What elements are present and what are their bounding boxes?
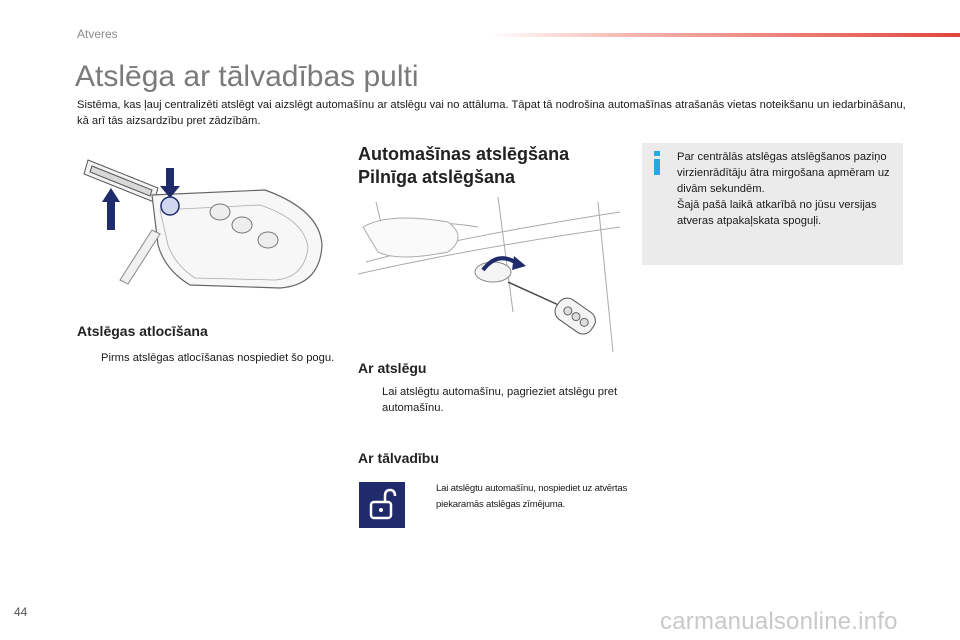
info-text (677, 149, 892, 229)
sub-heading-key: Ar atslēgu (358, 360, 427, 376)
info-box (642, 143, 903, 265)
door-handle (475, 262, 511, 282)
sub-heading-remote: Ar tālvadību (358, 450, 439, 466)
car-door-illustration (358, 192, 620, 357)
middle-bullet-2 (412, 481, 651, 513)
info-text-1: Par centrālās atslēgas atslēgšanos paziņo virzienrādītāju ātra mirgošana apmēram uz divām sekundēm. (677, 151, 890, 195)
info-icon (650, 151, 664, 175)
intro-paragraph: Sistēma, kas ļauj centralizēti atslēgt vai aizslēgt automašīnu ar atslēgu vai no attāluma. Tāpat tā nodrošina automašīnas atrašanās vietas noteikšanu un iedarbināšanu, kā arī tās aizsardzību pret zādzībām. (77, 99, 906, 127)
page-title: Atslēga ar tālvadības pulti (75, 60, 419, 93)
page-number: 44 (14, 605, 28, 619)
middle-heading-2: Pilnīga atslēgšana (358, 167, 516, 187)
watermark: carmanualsonline.info (660, 608, 898, 635)
unfold-arrow-icon (102, 188, 120, 230)
info-text-2: Šajā pašā laikā atkarībā no jūsu versijas atveras atpakaļskata spoguļi. (677, 199, 877, 227)
fold-button (161, 197, 179, 215)
left-heading: Atslēgas atlocīšana (77, 323, 208, 339)
header-rule (490, 33, 960, 37)
middle-bullet-1-text: Lai atslēgtu automašīnu, pagrieziet atslēgu pret automašīnu. (382, 386, 618, 414)
left-bullet (77, 350, 351, 366)
middle-bullet-1 (358, 384, 647, 416)
middle-heading-1: Automašīnas atslēgšana (358, 144, 570, 164)
key-fob-illustration (80, 150, 340, 300)
key-blade (84, 160, 158, 202)
key-fob-small (551, 294, 599, 338)
left-bullet-text: Pirms atslēgas atlocīšanas nospiediet šo pogu. (101, 352, 335, 364)
middle-bullet-2-text: Lai atslēgtu automašīnu, nospiediet uz atvērtas piekaramās atslēgas zīmējuma. (436, 483, 628, 510)
unlock-icon (359, 482, 405, 528)
section-label: Atveres (77, 27, 118, 41)
folded-blade (120, 230, 160, 284)
